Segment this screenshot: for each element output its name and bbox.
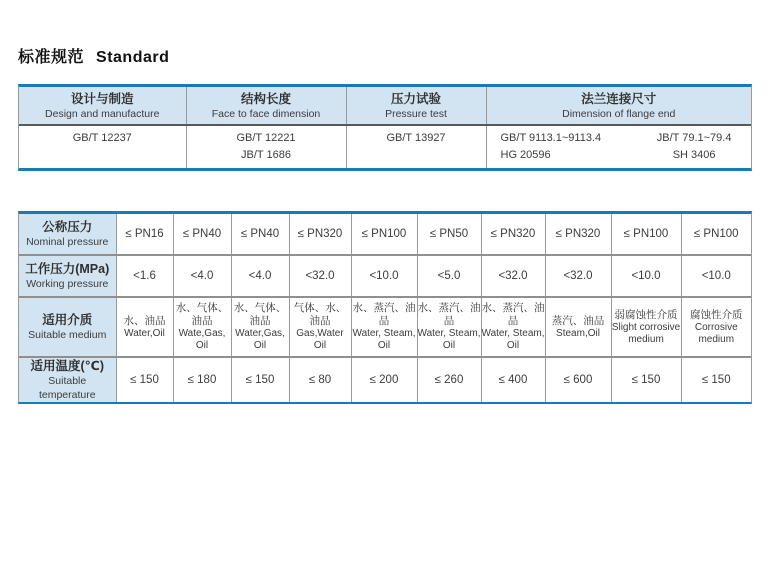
nominal-pressure-cell: ≤ PN40 [231, 214, 289, 255]
medium-en: Gas,Water Oil [296, 328, 344, 351]
row-header-working-pressure [19, 255, 116, 297]
face-to-face-standard-cell [186, 125, 346, 168]
medium-cell [116, 297, 173, 357]
header-face-to-face-en: Face to face dimension [211, 107, 321, 120]
spec-row-suitable-temperature [19, 357, 751, 402]
medium-cell [481, 297, 545, 357]
working-pressure-cell: <4.0 [231, 255, 289, 297]
spec-row-suitable-medium [19, 297, 751, 357]
spec-row-nominal-pressure [19, 214, 751, 255]
nominal-pressure-cell: ≤ PN100 [681, 214, 751, 255]
temperature-cell: ≤ 600 [545, 357, 611, 402]
header-face-to-face-zh: 结构长度 [240, 91, 291, 106]
medium-en: Water, Steam, Oil [481, 328, 545, 351]
medium-en: Steam,Oil [556, 327, 600, 339]
standards-table [18, 84, 752, 171]
pressure-test-standard-cell [346, 125, 486, 168]
temperature-cell: ≤ 80 [289, 357, 351, 402]
header-pressure-test-en: Pressure test [385, 107, 447, 120]
row-header-nominal-pressure-en: Nominal pressure [26, 236, 109, 248]
face-to-face-value-2: JB/T 1686 [241, 149, 291, 161]
medium-cell [231, 297, 289, 357]
flange-end-standard-cell [486, 125, 751, 168]
working-pressure-cell: <10.0 [351, 255, 417, 297]
medium-cell [611, 297, 681, 357]
medium-en: Wate,Gas, Oil [178, 328, 226, 351]
row-header-working-pressure-en: Working pressure [26, 278, 109, 290]
nominal-pressure-cell: ≤ PN320 [481, 214, 545, 255]
medium-zh: 水、气体、油品 [233, 302, 287, 327]
medium-zh: 腐蚀性介质 [690, 308, 743, 321]
medium-cell [289, 297, 351, 357]
medium-zh: 弱腐蚀性介质 [614, 308, 678, 321]
medium-zh: 水、蒸汽、油品 [417, 302, 481, 327]
medium-en: Slight corrosive medium [611, 321, 681, 345]
pressure-test-value: GB/T 13927 [386, 132, 446, 144]
face-to-face-value-1: GB/T 12221 [236, 132, 296, 144]
nominal-pressure-cell: ≤ PN100 [611, 214, 681, 255]
medium-en: Water, Steam, Oil [417, 328, 481, 351]
row-header-suitable-temperature [19, 357, 116, 402]
working-pressure-cell: <10.0 [681, 255, 751, 297]
page-title-zh: 标准规范 [18, 49, 85, 66]
nominal-pressure-cell: ≤ PN16 [116, 214, 173, 255]
header-flange-end [486, 87, 751, 125]
header-pressure-test-zh: 压力试验 [390, 91, 441, 106]
working-pressure-cell: <32.0 [545, 255, 611, 297]
standards-value-row [19, 125, 751, 168]
working-pressure-cell: <32.0 [289, 255, 351, 297]
medium-en: Water,Oil [124, 327, 165, 339]
row-header-suitable-temperature-en: Suitable temperature [38, 375, 96, 401]
nominal-pressure-cell: ≤ PN100 [351, 214, 417, 255]
medium-en: Water, Steam, Oil [352, 328, 416, 351]
flange-value-1a: GB/T 9113.1~9113.4 [500, 132, 602, 144]
medium-cell [351, 297, 417, 357]
nominal-pressure-cell: ≤ PN320 [545, 214, 611, 255]
medium-cell [681, 297, 751, 357]
working-pressure-cell: <10.0 [611, 255, 681, 297]
spec-row-working-pressure [19, 255, 751, 297]
medium-en: Corrosive medium [694, 321, 738, 345]
row-header-working-pressure-zh: 工作压力(MPa) [25, 262, 110, 276]
temperature-cell: ≤ 200 [351, 357, 417, 402]
nominal-pressure-cell: ≤ PN40 [173, 214, 231, 255]
medium-zh: 水、蒸汽、油品 [481, 302, 545, 327]
medium-zh: 水、蒸汽、油品 [352, 302, 416, 327]
working-pressure-cell: <32.0 [481, 255, 545, 297]
header-face-to-face [186, 87, 346, 125]
header-design-manufacture-zh: 设计与制造 [70, 91, 134, 106]
temperature-cell: ≤ 260 [417, 357, 481, 402]
medium-cell [417, 297, 481, 357]
temperature-cell: ≤ 150 [611, 357, 681, 402]
medium-cell [173, 297, 231, 357]
standards-header-row [19, 87, 751, 125]
temperature-cell: ≤ 150 [116, 357, 173, 402]
row-header-suitable-temperature-zh: 适用温度(℃) [30, 359, 104, 373]
medium-zh: 蒸汽、油品 [551, 314, 605, 327]
row-header-suitable-medium-en: Suitable medium [28, 329, 107, 341]
medium-cell [545, 297, 611, 357]
design-standard-value: GB/T 12237 [72, 132, 132, 144]
nominal-pressure-cell: ≤ PN320 [289, 214, 351, 255]
medium-en: Water,Gas, Oil [235, 328, 285, 351]
temperature-cell: ≤ 150 [681, 357, 751, 402]
page-title [18, 0, 750, 84]
flange-standards-grid [487, 130, 752, 164]
working-pressure-cell: <4.0 [173, 255, 231, 297]
medium-zh: 水、油品 [123, 314, 166, 327]
header-flange-end-zh: 法兰连接尺寸 [581, 91, 657, 106]
page-title-en: Standard [96, 49, 170, 66]
row-header-nominal-pressure [19, 214, 116, 255]
flange-value-2a: HG 20596 [500, 149, 551, 161]
nominal-pressure-cell: ≤ PN50 [417, 214, 481, 255]
header-pressure-test [346, 87, 486, 125]
medium-zh: 气体、水、油品 [293, 302, 347, 327]
specs-table [18, 211, 752, 404]
design-standard-cell [19, 125, 186, 168]
row-header-nominal-pressure-zh: 公称压力 [42, 220, 93, 234]
temperature-cell: ≤ 400 [481, 357, 545, 402]
header-flange-end-en: Dimension of flange end [562, 107, 676, 120]
temperature-cell: ≤ 150 [231, 357, 289, 402]
row-header-suitable-medium-zh: 适用介质 [42, 313, 93, 327]
flange-value-2b: SH 3406 [672, 149, 716, 161]
flange-value-1b: JB/T 79.1~79.4 [656, 132, 732, 144]
working-pressure-cell: <5.0 [417, 255, 481, 297]
header-design-manufacture [19, 87, 186, 125]
header-design-manufacture-en: Design and manufacture [45, 107, 160, 120]
temperature-cell: ≤ 180 [173, 357, 231, 402]
medium-zh: 水、气体、油品 [175, 302, 229, 327]
row-header-suitable-medium [19, 297, 116, 357]
working-pressure-cell: <1.6 [116, 255, 173, 297]
